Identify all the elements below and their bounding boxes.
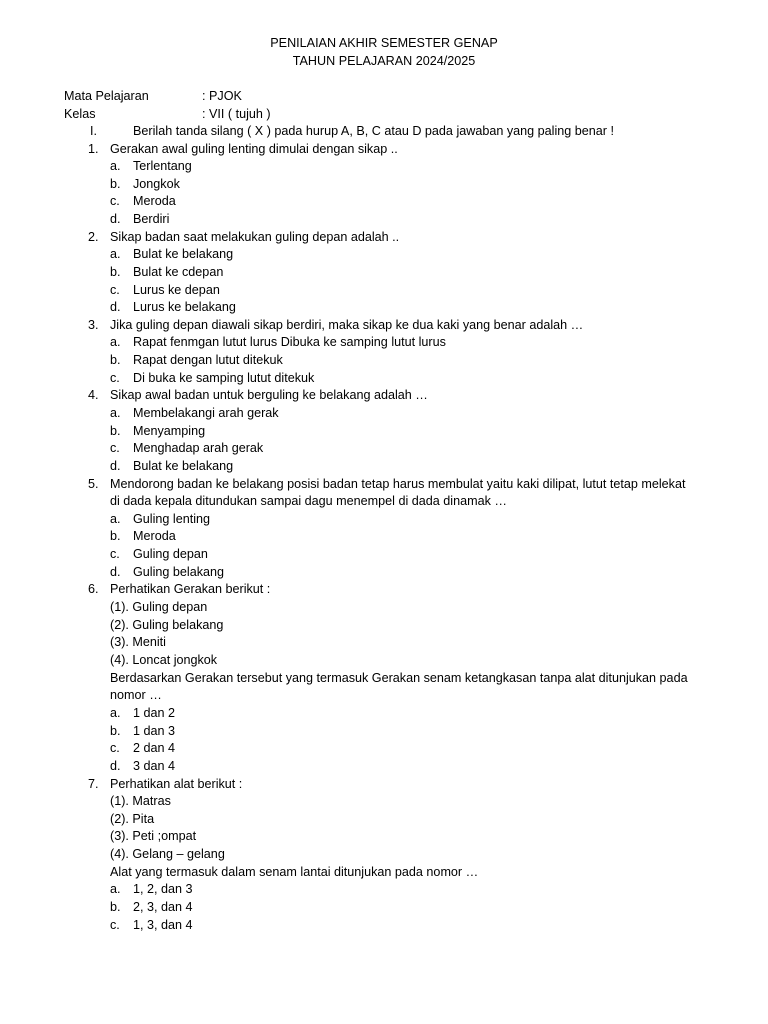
option-letter: d. [110,759,121,773]
question-text: Sikap badan saat melakukan guling depan adalah .. [110,230,400,244]
question-text: Jika guling depan diawali sikap berdiri, maka sikap ke dua kaki yang benar adalah … [110,318,584,332]
option-letter: c. [110,741,120,755]
option-text: Lurus ke belakang [133,300,236,314]
list-item: (2). Guling belakang [110,618,224,632]
option-text: Di buka ke samping lutut ditekuk [133,371,315,385]
question-number: 4. [88,388,99,402]
option-letter: c. [110,283,120,297]
option-text: 1 dan 3 [133,724,176,738]
option-letter: a. [110,159,121,173]
option-text: Menghadap arah gerak [133,441,264,455]
option-letter: a. [110,335,121,349]
option-letter: d. [110,300,121,314]
question-number: 3. [88,318,99,332]
option-letter: b. [110,900,121,914]
option-letter: d. [110,565,121,579]
question-text: Perhatikan Gerakan berikut : [110,582,271,596]
option-letter: b. [110,724,121,738]
subject-label: Mata Pelajaran [64,89,149,103]
option-text: Lurus ke depan [133,283,220,297]
option-text: Terlentang [133,159,192,173]
option-letter: b. [110,424,121,438]
option-letter: c. [110,441,120,455]
class-value: : VII ( tujuh ) [202,107,271,121]
option-text: Menyamping [133,424,206,438]
option-text: Jongkok [133,177,180,191]
option-letter: c. [110,547,120,561]
question-number: 1. [88,142,99,156]
list-item: (1). Guling depan [110,600,208,614]
exam-title: PENILAIAN AKHIR SEMESTER GENAP [270,36,498,50]
question-text: Mendorong badan ke belakang posisi badan tetap harus membulat yaitu kaki dilipat, lutut tetap melekat [110,477,686,491]
question-number: 5. [88,477,99,491]
option-text: Meroda [133,194,176,208]
option-letter: c. [110,194,120,208]
option-text: 1, 3, dan 4 [133,918,193,932]
option-letter: c. [110,371,120,385]
list-item: (2). Pita [110,812,155,826]
option-letter: b. [110,265,121,279]
option-letter: d. [110,459,121,473]
option-text: Membelakangi arah gerak [133,406,279,420]
question-stem: Alat yang termasuk dalam senam lantai ditunjukan pada nomor … [110,865,479,879]
option-letter: b. [110,353,121,367]
option-text: Bulat ke belakang [133,459,234,473]
option-letter: b. [110,529,121,543]
option-text: Bulat ke belakang [133,247,234,261]
school-year: TAHUN PELAJARAN 2024/2025 [292,54,476,68]
option-text: Rapat fenmgan lutut lurus Dibuka ke samping lutut lurus [133,335,446,349]
option-text: 2 dan 4 [133,741,176,755]
option-letter: a. [110,512,121,526]
option-letter: a. [110,247,121,261]
option-letter: a. [110,406,121,420]
option-letter: c. [110,918,120,932]
subject-value: : PJOK [202,89,242,103]
question-text: Perhatikan alat berikut : [110,777,243,791]
option-text: 1 dan 2 [133,706,176,720]
option-text: 2, 3, dan 4 [133,900,193,914]
list-item: (4). Gelang – gelang [110,847,225,861]
question-text-continued: di dada kepala ditundukan sampai dagu menempel di dada dinamak … [110,494,507,508]
option-text: 1, 2, dan 3 [133,882,193,896]
option-text: Guling belakang [133,565,225,579]
option-letter: b. [110,177,121,191]
question-number: 7. [88,777,99,791]
list-item: (3). Meniti [110,635,166,649]
list-item: (3). Peti ;ompat [110,829,197,843]
option-text: Guling depan [133,547,208,561]
option-text: Rapat dengan lutut ditekuk [133,353,283,367]
option-letter: a. [110,882,121,896]
option-letter: a. [110,706,121,720]
question-number: 6. [88,582,99,596]
option-text: Guling lenting [133,512,211,526]
instruction-text: Berilah tanda silang ( X ) pada hurup A, B, C atau D pada jawaban yang paling benar ! [133,124,614,138]
option-text: Meroda [133,529,176,543]
option-text: Berdiri [133,212,170,226]
question-text: Gerakan awal guling lenting dimulai dengan sikap .. [110,142,398,156]
list-item: (1). Matras [110,794,171,808]
class-label: Kelas [64,107,96,121]
option-text: 3 dan 4 [133,759,176,773]
question-stem: Berdasarkan Gerakan tersebut yang termasuk Gerakan senam ketangkasan tanpa alat ditunjukan pada [110,671,688,685]
list-item: (4). Loncat jongkok [110,653,218,667]
question-stem-continued: nomor … [110,688,162,702]
instruction-number: I. [90,124,97,138]
option-letter: d. [110,212,121,226]
option-text: Bulat ke cdepan [133,265,224,279]
question-number: 2. [88,230,99,244]
question-text: Sikap awal badan untuk berguling ke belakang adalah … [110,388,428,402]
